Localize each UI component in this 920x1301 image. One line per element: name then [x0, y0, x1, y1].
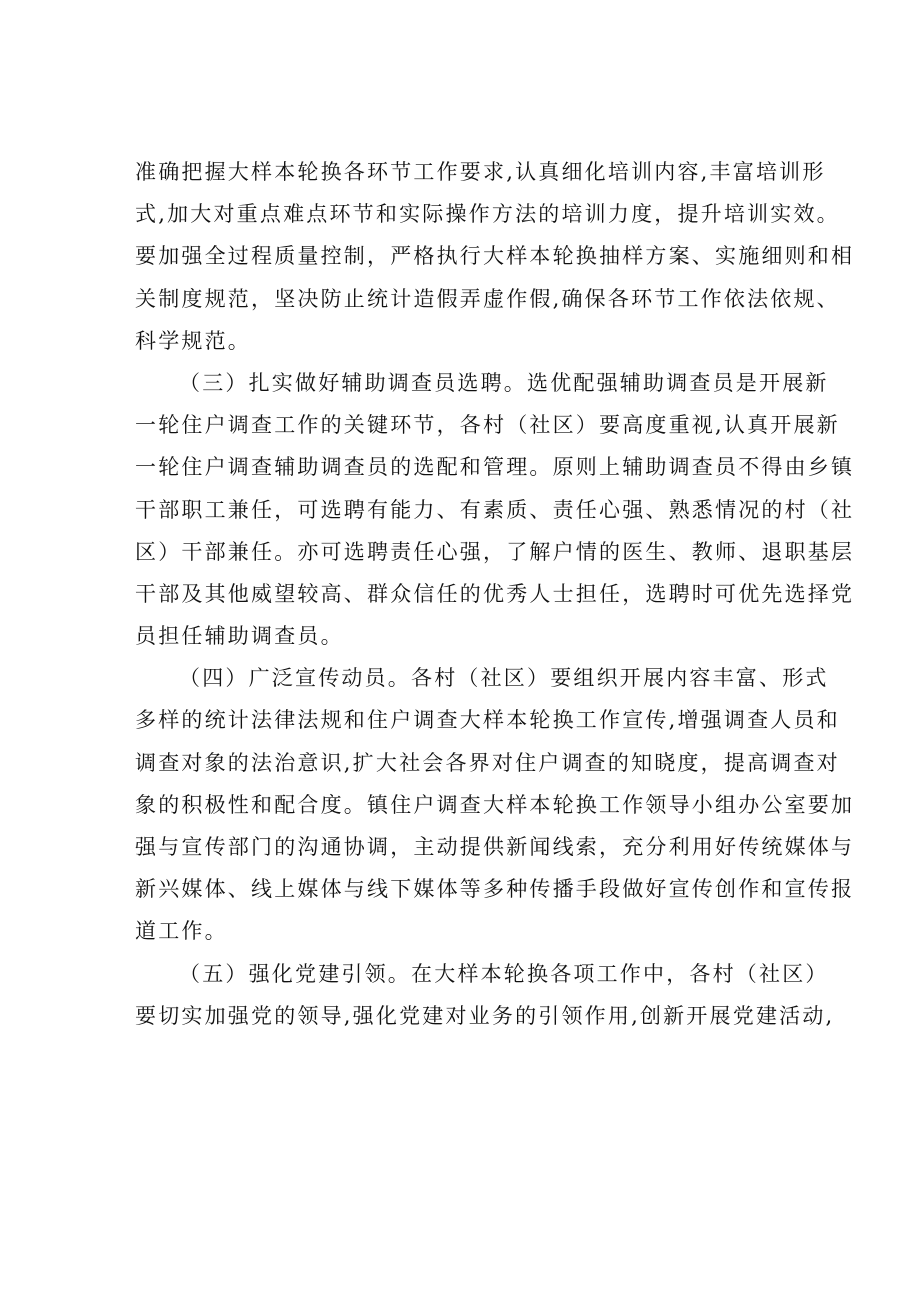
section-heading-line: （五）强化党建引领。在大样本轮换各项工作中，各村（社区） — [179, 961, 829, 986]
text-line: 调查对象的法治意识,扩大社会各界对住户调查的知晓度，提高调查对 — [135, 750, 840, 775]
text-line: 一轮住户调查辅助调查员的选配和管理。原则上辅助调查员不得由乡镇 — [135, 455, 855, 480]
document-body — [135, 151, 855, 1037]
text-line: 科学规范。 — [135, 328, 251, 353]
section-heading-line: （三）扎实做好辅助调查员选聘。选优配强辅助调查员是开展新 — [179, 370, 829, 395]
text-line: 干部及其他威望较高、群众信任的优秀人士担任，选聘时可优先选择党 — [135, 581, 855, 606]
text-line: 强与宣传部门的沟通协调，主动提供新闻线索，充分利用好传统媒体与 — [135, 835, 855, 859]
text-line: 一轮住户调查工作的关键环节，各村（社区）要高度重视,认真开展新 — [135, 413, 840, 438]
text-line: 道工作。 — [135, 919, 228, 944]
text-line: 新兴媒体、线上媒体与线下媒体等多种传播手段做好宣传创作和宣传报 — [135, 877, 855, 902]
text-line: 关制度规范，坚决防止统计造假弄虚作假,确保各环节工作依法依规、 — [135, 286, 840, 311]
text-line: 要切实加强党的领导,强化党建对业务的引领作用,创新开展党建活动, — [135, 1003, 835, 1028]
text-line: 要加强全过程质量控制，严格执行大样本轮换抽样方案、实施细则和相 — [135, 244, 855, 269]
text-line: 准确把握大样本轮换各环节工作要求,认真细化培训内容,丰富培训形 — [135, 160, 826, 184]
section-heading-line: （四）广泛宣传动员。各村（社区）要组织开展内容丰富、形式 — [179, 666, 829, 691]
text-line: 干部职工兼任，可选聘有能力、有素质、责任心强、熟悉情况的村（社 — [135, 497, 855, 522]
text-line: 式,加大对重点难点环节和实际操作方法的培训力度，提升培训实效。 — [135, 202, 840, 227]
text-line: 象的积极性和配合度。镇住户调查大样本轮换工作领导小组办公室要加 — [135, 792, 855, 817]
text-line: 区）干部兼任。亦可选聘责任心强，了解户情的医生、教师、退职基层 — [135, 539, 855, 564]
text-line: 多样的统计法律法规和住户调查大样本轮换工作宣传,增强调查人员和 — [135, 708, 840, 733]
text-line: 员担任辅助调查员。 — [135, 624, 344, 649]
